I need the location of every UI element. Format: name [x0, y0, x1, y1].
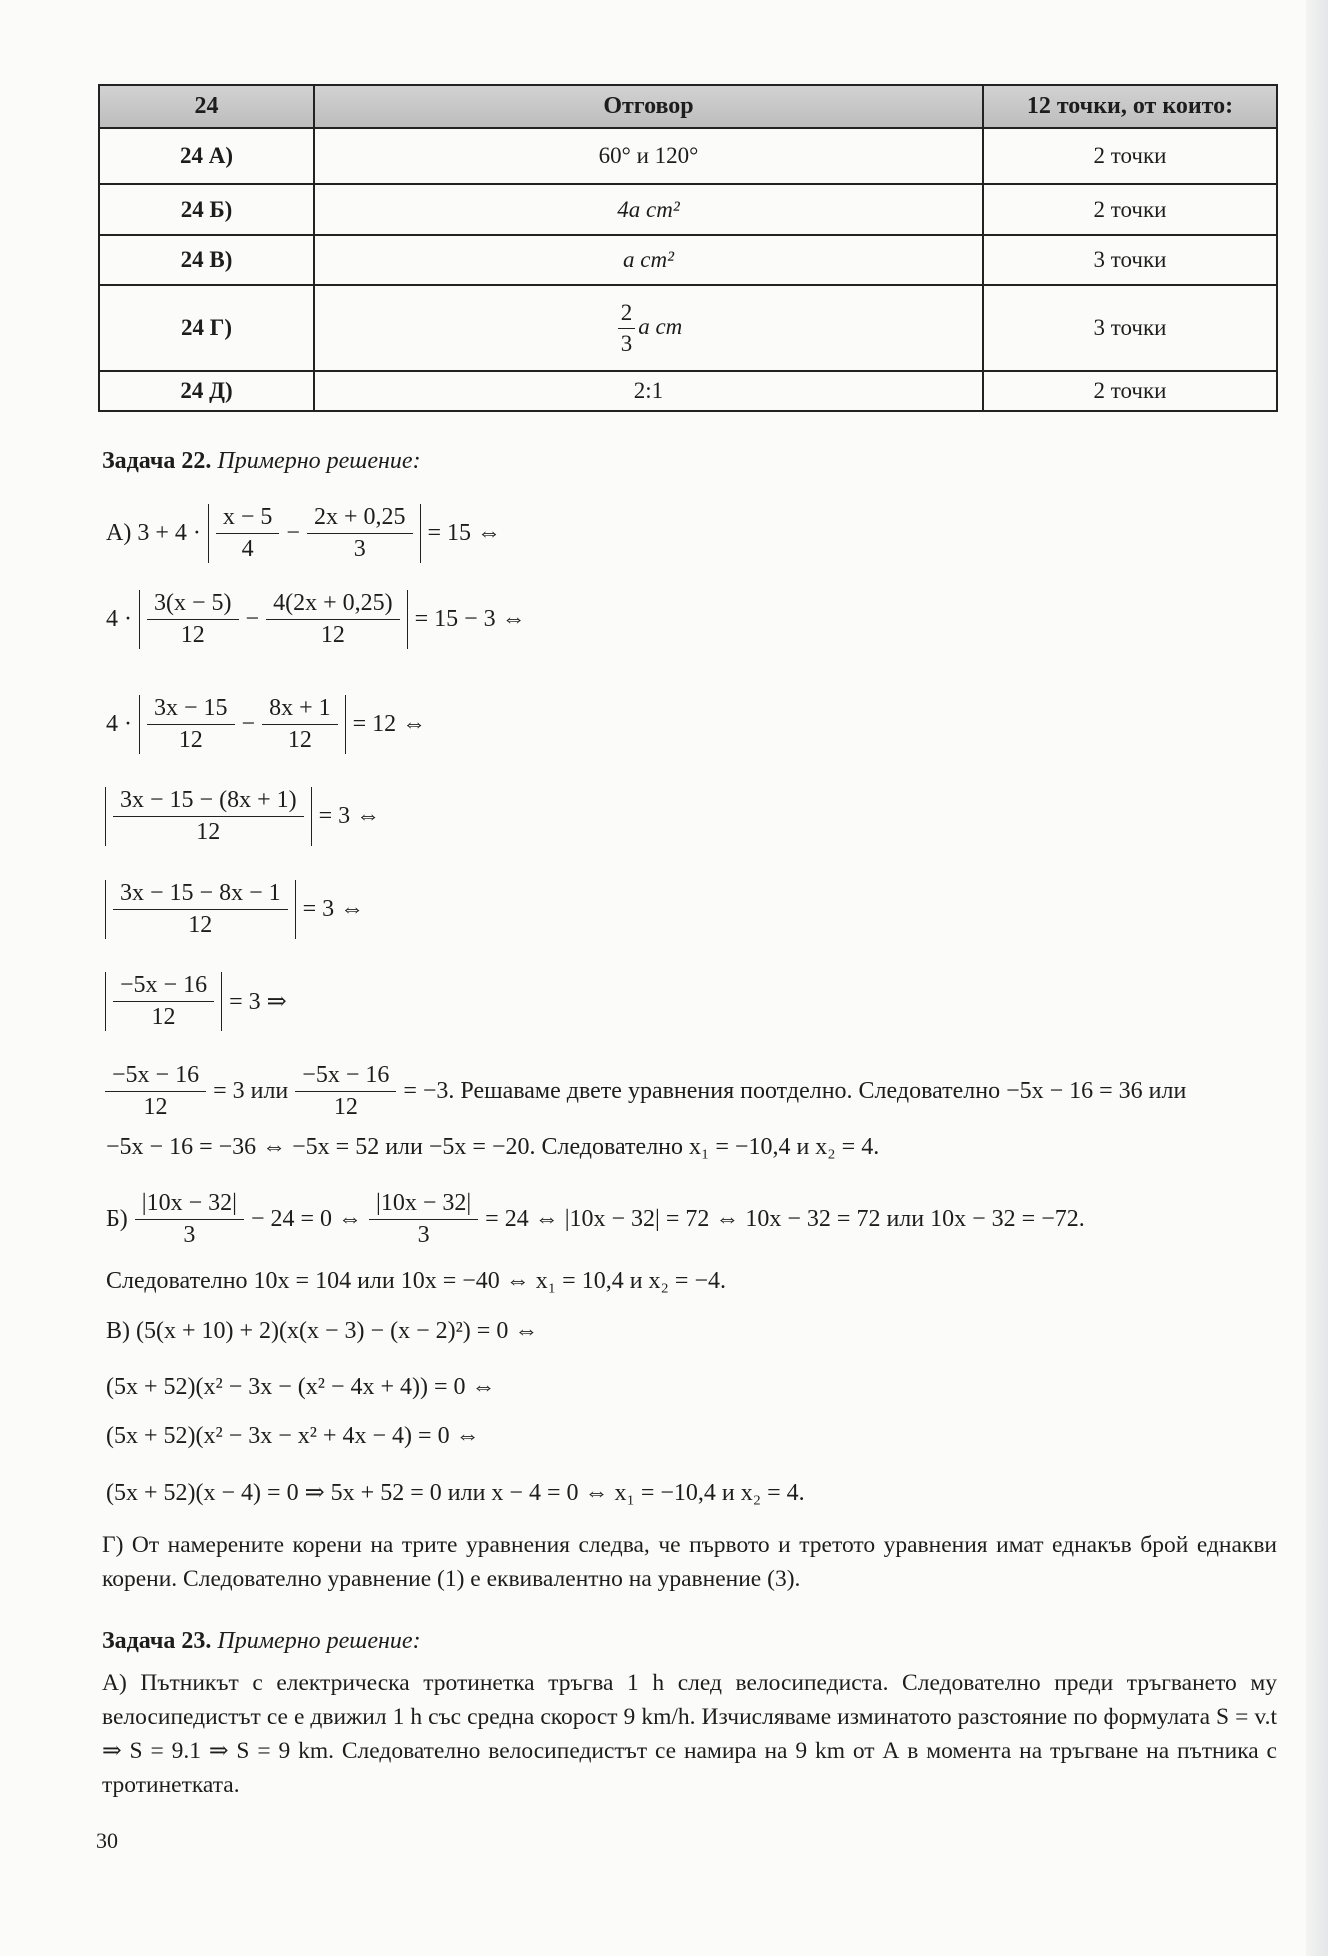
math-text: = 3 ⇔: [318, 803, 381, 829]
numerator: |10x − 32|: [376, 1190, 472, 1216]
numerator-box: [307, 504, 413, 534]
math-fraction: [147, 695, 235, 754]
math-line: [102, 1478, 809, 1507]
denominator-box: [189, 817, 227, 846]
numerator-box: [113, 972, 214, 1002]
math-fraction: [113, 972, 214, 1031]
denominator: 12: [188, 912, 213, 938]
absolute-value: [208, 504, 421, 563]
denominator-box: [327, 1092, 365, 1121]
task23-paragraph: А) Пътникът с електрическа тротинетка тръгва 1 h след велосипедиста. Следователно преди тръгването му велосипедистът се е движил 1 h със средна скорост 9 km/h. Изчисляваме изминатото разстояние по формулата S = v.t ⇒ S = 9.1 ⇒ S = 9 km. Следователно велосипедистът се намира на 9 km от А в момента на тръгване на пътника с тротинетката.: [102, 1670, 1277, 1798]
absolute-value: [105, 972, 222, 1031]
denominator: 12: [143, 1094, 168, 1120]
points-cell: 3 точки: [983, 235, 1277, 285]
math-line: [102, 1318, 542, 1345]
answer-cell: 60° и 120°: [314, 128, 983, 184]
table-row: [99, 285, 1277, 371]
denominator: 12: [151, 1004, 176, 1030]
math-fraction: [216, 504, 280, 563]
denominator: 12: [333, 1094, 358, 1120]
math-line: [102, 1190, 1089, 1249]
denominator: 3: [417, 1222, 430, 1248]
table-header-row: [99, 85, 1277, 128]
numerator-box: [262, 695, 338, 725]
numerator-box: [295, 1062, 396, 1092]
absolute-value: [139, 695, 346, 754]
math-text: Б): [106, 1206, 128, 1232]
task22-title: Задача 22.: [102, 448, 212, 474]
numerator-box: [216, 504, 280, 534]
math-line: [102, 590, 530, 649]
math-fraction: [262, 695, 338, 754]
task22-heading: [102, 448, 421, 475]
points-cell: 3 точки: [983, 285, 1277, 371]
denominator: 3: [353, 536, 366, 562]
numerator: |10x − 32|: [141, 1190, 237, 1216]
math-fraction: [105, 1062, 206, 1121]
item-cell: 24 В): [99, 235, 314, 285]
denominator-box: [137, 1092, 175, 1121]
denominator-box: [281, 725, 319, 754]
math-text: = 15 − 3 ⇔: [414, 606, 526, 632]
math-fraction: [369, 1190, 478, 1249]
answer-cell: a cm²: [314, 235, 983, 285]
numerator-box: [135, 1190, 244, 1220]
table-row: [99, 371, 1277, 411]
math-fraction: [266, 590, 400, 649]
denominator-box: [174, 620, 212, 649]
numerator: 2x + 0,25: [313, 504, 406, 530]
math-line: [102, 695, 430, 754]
numerator-box: [147, 590, 239, 620]
denominator-box: [314, 620, 352, 649]
math-text: = 3 или: [213, 1078, 289, 1104]
math-text: = 12 ⇔: [352, 711, 427, 737]
numerator: 2: [618, 300, 636, 329]
math-text: Следователно 10x = 104 или 10x = −40 ⇔ x₁ = 10,4 и x₂ = −4.: [106, 1268, 726, 1294]
math-fraction: [113, 880, 288, 939]
denominator: 4: [241, 536, 254, 562]
math-text: = 24 ⇔ |10x − 32| = 72 ⇔ 10x − 32 = 72 или 10x − 32 = −72.: [485, 1206, 1085, 1232]
absolute-value: [139, 590, 408, 649]
numerator: 3x − 15 − (8x + 1): [120, 787, 297, 813]
numerator-box: [113, 880, 288, 910]
answer-unit: a cm: [638, 313, 683, 339]
denominator-box: [145, 1002, 183, 1031]
item-cell: 24 Г): [99, 285, 314, 371]
math-fraction: [113, 787, 304, 846]
denominator: 12: [287, 727, 312, 753]
math-text: = 3 ⇒: [229, 989, 287, 1015]
item-cell: 24 Д): [99, 371, 314, 411]
denominator-box: [235, 534, 261, 563]
denominator-box: [172, 725, 210, 754]
header-answer: Отговор: [314, 85, 983, 128]
task22-conclusion: Г) От намерените корени на трите уравнения следва, че първото и третото уравнения имат еднакъв брой еднакви корени. Следователно уравнение (1) е еквивалентно на уравнение (3).: [102, 1532, 1277, 1592]
math-line: [102, 1423, 484, 1450]
math-text: (5x + 52)(x² − 3x − (x² − 4x + 4)) = 0 ⇔: [106, 1374, 496, 1400]
header-points: 12 точки, от които:: [983, 85, 1277, 128]
numerator: 4(2x + 0,25): [273, 590, 393, 616]
math-text: = 15 ⇔: [427, 520, 502, 546]
math-fraction: [295, 1062, 396, 1121]
math-line: [102, 1134, 883, 1161]
math-text: − 24 = 0 ⇔: [250, 1206, 363, 1232]
item-cell: 24 Б): [99, 184, 314, 235]
denominator-box: [347, 534, 373, 563]
math-line: [102, 787, 384, 846]
absolute-value: [105, 880, 296, 939]
answer-cell: [314, 285, 983, 371]
task23-heading: [102, 1628, 421, 1655]
math-text: 4 ·: [106, 711, 132, 737]
denominator-box: [411, 1220, 437, 1249]
math-line: [102, 972, 291, 1031]
item-cell: 24 А): [99, 128, 314, 184]
points-cell: 2 точки: [983, 184, 1277, 235]
denominator: 12: [196, 819, 221, 845]
numerator: 3(x − 5): [154, 590, 232, 616]
math-text: (5x + 52)(x² − 3x − x² + 4x − 4) = 0 ⇔: [106, 1423, 480, 1449]
page-edge-shadow: [1306, 0, 1328, 1956]
math-text: В) (5(x + 10) + 2)(x(x − 3) − (x − 2)²) = 0 ⇔: [106, 1318, 539, 1344]
math-text: −: [245, 606, 260, 632]
denominator-box: [176, 1220, 202, 1249]
math-text: (5x + 52)(x − 4) = 0 ⇒ 5x + 52 = 0 или x − 4 = 0 ⇔ x₁ = −10,4 и x₂ = 4.: [106, 1480, 805, 1506]
numerator-box: [113, 787, 304, 817]
numerator-box: [105, 1062, 206, 1092]
math-text: 4 ·: [106, 606, 132, 632]
answer-cell: 2:1: [314, 371, 983, 411]
math-fraction: [135, 1190, 244, 1249]
denominator: 12: [180, 622, 205, 648]
math-text: −: [241, 711, 256, 737]
math-line: [102, 504, 505, 563]
answer-fraction: [618, 300, 636, 357]
numerator: x − 5: [222, 504, 273, 530]
math-fraction: [147, 590, 239, 649]
math-text: А) 3 + 4 ·: [106, 520, 201, 546]
table-row: [99, 235, 1277, 285]
numerator: −5x − 16: [302, 1062, 390, 1088]
answer-table: [98, 84, 1278, 412]
task23-title: Задача 23.: [102, 1628, 212, 1654]
points-cell: 2 точки: [983, 371, 1277, 411]
numerator: −5x − 16: [112, 1062, 200, 1088]
math-text: = 3 ⇔: [302, 896, 365, 922]
numerator-box: [147, 695, 235, 725]
numerator: 3x − 15 − 8x − 1: [120, 880, 281, 906]
absolute-value: [105, 787, 312, 846]
math-line: [102, 1374, 500, 1401]
numerator: 8x + 1: [269, 695, 331, 721]
table-row: [99, 128, 1277, 184]
task23-subtitle: Примерно решение:: [217, 1628, 421, 1654]
task22-subtitle: Примерно решение:: [217, 448, 421, 474]
math-text: −5x − 16 = −36 ⇔ −5x = 52 или −5x = −20. Следователно x₁ = −10,4 и x₂ = 4.: [106, 1134, 880, 1160]
numerator: 3x − 15: [154, 695, 228, 721]
numerator: −5x − 16: [120, 972, 208, 998]
answer-cell: 4a cm²: [314, 184, 983, 235]
math-fraction: [307, 504, 413, 563]
page-number: 30: [96, 1828, 118, 1853]
denominator: 3: [183, 1222, 196, 1248]
header-item: 24: [99, 85, 314, 128]
math-line: [102, 1268, 730, 1295]
numerator-box: [369, 1190, 478, 1220]
denominator-box: [181, 910, 219, 939]
denominator: 12: [320, 622, 345, 648]
points-cell: 2 точки: [983, 128, 1277, 184]
math-text: = −3. Решаваме двете уравнения поотделно. Следователно −5x − 16 = 36 или: [403, 1078, 1187, 1104]
table-row: [99, 184, 1277, 235]
math-text: −: [286, 520, 300, 546]
denominator: 3: [620, 330, 633, 356]
math-line: [102, 1062, 1190, 1121]
numerator-box: [266, 590, 400, 620]
math-line: [102, 880, 368, 939]
denominator: 12: [178, 727, 203, 753]
